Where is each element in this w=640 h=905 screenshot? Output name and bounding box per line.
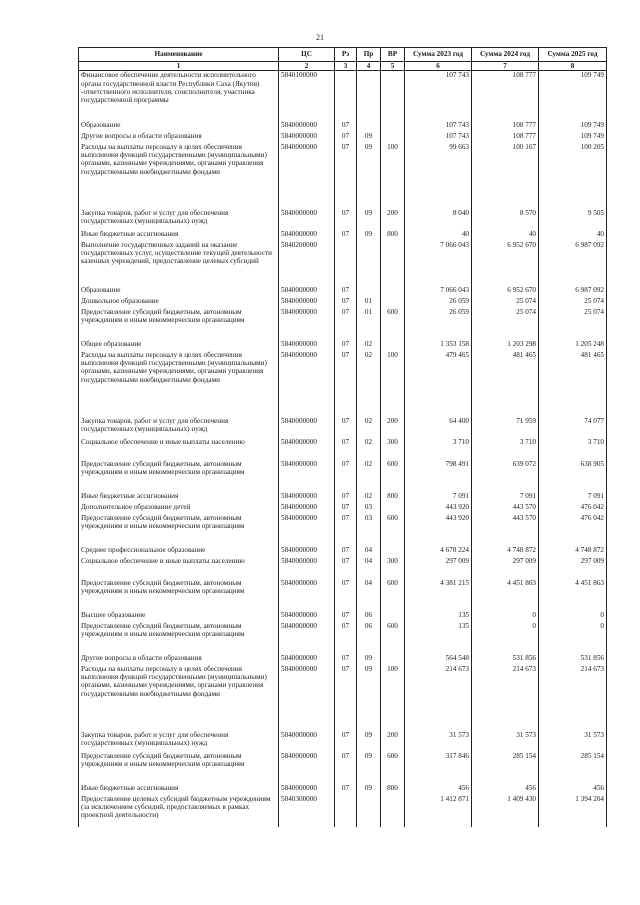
row-sum-2023: 7 066 043: [405, 241, 472, 286]
row-cs-code: 5840000000: [279, 546, 335, 557]
row-vr-code: [381, 611, 405, 622]
column-number: 7: [472, 62, 539, 71]
row-pr-code: 01: [357, 297, 381, 308]
table-row: [79, 514, 607, 546]
row-rz-code: 07: [335, 417, 357, 438]
row-sum-2025: 40: [539, 230, 607, 241]
row-cs-code: 5840300000: [279, 795, 335, 827]
row-cs-code: 5840000000: [279, 132, 335, 143]
row-pr-code: 02: [357, 340, 381, 351]
row-rz-code: 07: [335, 731, 357, 752]
row-pr-code: 09: [357, 752, 381, 784]
row-sum-2024: 31 573: [472, 731, 539, 752]
row-pr-code: 09: [357, 654, 381, 665]
row-name: Другие вопросы в области образования: [79, 654, 279, 665]
column-number: 8: [539, 62, 607, 71]
row-sum-2025: 31 573: [539, 731, 607, 752]
row-sum-2025: 476 042: [539, 503, 607, 514]
row-sum-2024: 71 959: [472, 417, 539, 438]
row-name: Финансовое обеспечение деятельности исполнительного органа государственной власти Республики Саха (Якутия) -ответственного исполнителя, соисполнителя, участника государственной программы: [79, 71, 279, 121]
row-name: Закупка товаров, работ и услуг для обеспечения государственных (муниципальных) нужд: [79, 209, 279, 230]
budget-table: [78, 47, 607, 827]
table-row: [79, 340, 607, 351]
row-sum-2024: 0: [472, 622, 539, 654]
row-sum-2023: 1 412 871: [405, 795, 472, 827]
row-sum-2024: 108 777: [472, 121, 539, 132]
row-name: Социальное обеспечение и иные выплаты населению: [79, 438, 279, 460]
row-sum-2023: 4 678 224: [405, 546, 472, 557]
table-row: [79, 351, 607, 417]
row-sum-2023: 26 059: [405, 308, 472, 340]
row-cs-code: 5840000000: [279, 492, 335, 503]
row-vr-code: 600: [381, 308, 405, 340]
row-cs-code: 5840000000: [279, 665, 335, 731]
row-rz-code: 07: [335, 611, 357, 622]
row-sum-2023: 107 743: [405, 132, 472, 143]
row-name: Среднее профессиональное образование: [79, 546, 279, 557]
row-cs-code: 5840000000: [279, 230, 335, 241]
row-sum-2023: 135: [405, 622, 472, 654]
row-rz-code: 07: [335, 121, 357, 132]
row-sum-2025: 4 748 872: [539, 546, 607, 557]
row-cs-code: 5840000000: [279, 654, 335, 665]
row-rz-code: 07: [335, 143, 357, 209]
row-sum-2023: 26 059: [405, 297, 472, 308]
header-name: Наименование: [79, 48, 279, 62]
row-vr-code: [381, 121, 405, 132]
row-name: Дошкольное образование: [79, 297, 279, 308]
row-name: Закупка товаров, работ и услуг для обеспечения государственных (муниципальных) нужд: [79, 417, 279, 438]
row-rz-code: 07: [335, 340, 357, 351]
row-sum-2024: 108 777: [472, 71, 539, 121]
row-sum-2025: 481 465: [539, 351, 607, 417]
row-rz-code: [335, 241, 357, 286]
row-cs-code: 5840000000: [279, 308, 335, 340]
row-rz-code: 07: [335, 351, 357, 417]
row-sum-2024: 25 074: [472, 297, 539, 308]
row-pr-code: [357, 241, 381, 286]
row-sum-2023: 64 400: [405, 417, 472, 438]
row-vr-code: [381, 654, 405, 665]
row-sum-2025: 109 749: [539, 71, 607, 121]
row-vr-code: 600: [381, 460, 405, 492]
column-number-row: [79, 62, 607, 71]
table-row: [79, 209, 607, 230]
row-sum-2024: 481 465: [472, 351, 539, 417]
row-sum-2025: 456: [539, 784, 607, 795]
row-pr-code: 04: [357, 579, 381, 611]
row-sum-2025: 285 154: [539, 752, 607, 784]
table-row: [79, 286, 607, 297]
row-rz-code: 07: [335, 492, 357, 503]
row-pr-code: 09: [357, 665, 381, 731]
header-sum-2025: Сумма 2025 год: [539, 48, 607, 62]
row-sum-2023: 297 009: [405, 557, 472, 579]
row-cs-code: 5840200000: [279, 241, 335, 286]
table-row: [79, 546, 607, 557]
row-sum-2023: 443 920: [405, 514, 472, 546]
row-vr-code: [381, 286, 405, 297]
table-row: [79, 795, 607, 827]
row-sum-2025: 6 987 092: [539, 241, 607, 286]
page-number: 21: [316, 33, 324, 42]
row-name: Предоставление субсидий бюджетным, автономным учреждениям и иным некоммерческим организациям: [79, 579, 279, 611]
table-row: [79, 752, 607, 784]
row-vr-code: 600: [381, 752, 405, 784]
table-row: [79, 579, 607, 611]
row-cs-code: 5840000000: [279, 417, 335, 438]
row-vr-code: 100: [381, 665, 405, 731]
row-pr-code: 06: [357, 622, 381, 654]
row-sum-2024: 1 409 430: [472, 795, 539, 827]
row-sum-2025: 4 451 863: [539, 579, 607, 611]
row-pr-code: 02: [357, 438, 381, 460]
row-name: Образование: [79, 121, 279, 132]
row-pr-code: 03: [357, 514, 381, 546]
row-vr-code: 300: [381, 557, 405, 579]
row-name: Иные бюджетные ассигнования: [79, 784, 279, 795]
row-rz-code: 07: [335, 784, 357, 795]
row-pr-code: 09: [357, 132, 381, 143]
table-row: [79, 460, 607, 492]
row-sum-2025: 6 987 092: [539, 286, 607, 297]
row-pr-code: 02: [357, 417, 381, 438]
row-sum-2024: 443 570: [472, 514, 539, 546]
row-pr-code: 01: [357, 308, 381, 340]
row-vr-code: [381, 795, 405, 827]
row-sum-2025: 9 505: [539, 209, 607, 230]
row-pr-code: 04: [357, 546, 381, 557]
table-row: [79, 438, 607, 460]
row-rz-code: 07: [335, 654, 357, 665]
column-number: 4: [357, 62, 381, 71]
row-pr-code: [357, 121, 381, 132]
row-sum-2024: 443 570: [472, 503, 539, 514]
row-rz-code: 07: [335, 557, 357, 579]
row-pr-code: 09: [357, 230, 381, 241]
row-name: Социальное обеспечение и иные выплаты населению: [79, 557, 279, 579]
row-cs-code: 5840000000: [279, 784, 335, 795]
row-sum-2025: 0: [539, 622, 607, 654]
row-name: Общее образование: [79, 340, 279, 351]
row-cs-code: 5840000000: [279, 121, 335, 132]
row-rz-code: 07: [335, 286, 357, 297]
row-sum-2024: 7 091: [472, 492, 539, 503]
row-cs-code: 5840000000: [279, 622, 335, 654]
row-pr-code: [357, 286, 381, 297]
row-vr-code: 300: [381, 438, 405, 460]
row-pr-code: 06: [357, 611, 381, 622]
row-rz-code: 07: [335, 622, 357, 654]
row-sum-2024: 8 570: [472, 209, 539, 230]
row-name: Дополнительное образование детей: [79, 503, 279, 514]
row-name: Предоставление субсидий бюджетным, автономным учреждениям и иным некоммерческим организациям: [79, 308, 279, 340]
column-number: 5: [381, 62, 405, 71]
row-sum-2023: 479 465: [405, 351, 472, 417]
row-vr-code: [381, 132, 405, 143]
row-sum-2024: 531 856: [472, 654, 539, 665]
row-cs-code: 5840000000: [279, 286, 335, 297]
row-pr-code: 02: [357, 492, 381, 503]
row-cs-code: 5840000000: [279, 351, 335, 417]
row-sum-2024: 4 748 872: [472, 546, 539, 557]
row-sum-2023: 107 743: [405, 121, 472, 132]
row-sum-2023: 7 091: [405, 492, 472, 503]
row-rz-code: 07: [335, 503, 357, 514]
row-sum-2025: 109 749: [539, 121, 607, 132]
header-row: [79, 48, 607, 62]
row-sum-2023: 4 381 215: [405, 579, 472, 611]
row-name: Расходы на выплаты персоналу в целях обеспечения выполнения функций государственными (муниципальными) органами, казенными учреждениями, органами управления государственными внебюджетными фондами: [79, 143, 279, 209]
row-sum-2023: 456: [405, 784, 472, 795]
row-sum-2025: 1 394 204: [539, 795, 607, 827]
table-row: [79, 731, 607, 752]
row-sum-2025: 214 673: [539, 665, 607, 731]
row-pr-code: 02: [357, 351, 381, 417]
row-sum-2025: 638 905: [539, 460, 607, 492]
row-cs-code: 5840000000: [279, 340, 335, 351]
row-sum-2024: 3 710: [472, 438, 539, 460]
row-sum-2025: 25 074: [539, 308, 607, 340]
row-rz-code: 07: [335, 297, 357, 308]
row-sum-2023: 317 846: [405, 752, 472, 784]
row-name: Выполнение государственных заданий на оказание государственных услуг, осуществление текущей деятельности казенных учреждений, предоставление целевых субсидий: [79, 241, 279, 286]
row-vr-code: 600: [381, 514, 405, 546]
row-name: Предоставление субсидий бюджетным, автономным учреждениям и иным некоммерческим организациям: [79, 460, 279, 492]
row-vr-code: [381, 340, 405, 351]
table-row: [79, 557, 607, 579]
row-sum-2023: 31 573: [405, 731, 472, 752]
row-vr-code: [381, 503, 405, 514]
row-name: Расходы на выплаты персоналу в целях обеспечения выполнения функций государственными (муниципальными) органами, казенными учреждениями, органами управления государственными внебюджетными фондами: [79, 665, 279, 731]
table-row: [79, 230, 607, 241]
row-vr-code: 600: [381, 579, 405, 611]
row-pr-code: [357, 795, 381, 827]
row-name: Предоставление субсидий бюджетным, автономным учреждениям и иным некоммерческим организациям: [79, 752, 279, 784]
row-name: Высшее образование: [79, 611, 279, 622]
row-rz-code: 07: [335, 438, 357, 460]
row-sum-2025: 297 009: [539, 557, 607, 579]
column-number: 2: [279, 62, 335, 71]
header-vr: ВР: [381, 48, 405, 62]
row-rz-code: 07: [335, 209, 357, 230]
row-sum-2025: 476 042: [539, 514, 607, 546]
row-sum-2024: 6 952 670: [472, 286, 539, 297]
table-row: [79, 241, 607, 286]
header-sum-2023: Сумма 2023 год: [405, 48, 472, 62]
row-cs-code: 5840000000: [279, 752, 335, 784]
row-sum-2023: 443 920: [405, 503, 472, 514]
row-sum-2023: 135: [405, 611, 472, 622]
row-name: Образование: [79, 286, 279, 297]
row-sum-2023: 3 710: [405, 438, 472, 460]
row-sum-2024: 0: [472, 611, 539, 622]
row-cs-code: 5840000000: [279, 514, 335, 546]
row-pr-code: 09: [357, 784, 381, 795]
table-row: [79, 622, 607, 654]
table-row: [79, 784, 607, 795]
row-rz-code: 07: [335, 132, 357, 143]
row-sum-2023: 40: [405, 230, 472, 241]
row-sum-2025: 3 710: [539, 438, 607, 460]
row-name: Предоставление субсидий бюджетным, автономным учреждениям и иным некоммерческим организациям: [79, 622, 279, 654]
row-sum-2023: 8 040: [405, 209, 472, 230]
row-sum-2025: 0: [539, 611, 607, 622]
row-vr-code: [381, 546, 405, 557]
row-sum-2025: 1 205 248: [539, 340, 607, 351]
table-row: [79, 611, 607, 622]
row-rz-code: 07: [335, 514, 357, 546]
table-row: [79, 121, 607, 132]
table-row: [79, 71, 607, 121]
column-number: 3: [335, 62, 357, 71]
row-sum-2024: 6 952 670: [472, 241, 539, 286]
row-vr-code: 200: [381, 209, 405, 230]
row-sum-2023: 564 548: [405, 654, 472, 665]
row-cs-code: 5840000000: [279, 731, 335, 752]
row-rz-code: 07: [335, 665, 357, 731]
column-number: 6: [405, 62, 472, 71]
row-sum-2024: 639 072: [472, 460, 539, 492]
row-sum-2024: 4 451 863: [472, 579, 539, 611]
row-cs-code: 5840100000: [279, 71, 335, 121]
table-row: [79, 654, 607, 665]
row-rz-code: 07: [335, 460, 357, 492]
table-row: [79, 503, 607, 514]
row-vr-code: [381, 297, 405, 308]
row-sum-2024: 214 673: [472, 665, 539, 731]
row-sum-2024: 456: [472, 784, 539, 795]
row-name: Закупка товаров, работ и услуг для обеспечения государственных (муниципальных) нужд: [79, 731, 279, 752]
row-pr-code: 02: [357, 460, 381, 492]
header-pr: Пр: [357, 48, 381, 62]
row-vr-code: 100: [381, 351, 405, 417]
row-pr-code: 09: [357, 209, 381, 230]
row-name: Другие вопросы в области образования: [79, 132, 279, 143]
row-vr-code: 800: [381, 492, 405, 503]
row-cs-code: 5840000000: [279, 460, 335, 492]
row-vr-code: [381, 71, 405, 121]
row-sum-2024: 25 074: [472, 308, 539, 340]
row-pr-code: [357, 71, 381, 121]
header-cs: ЦС: [279, 48, 335, 62]
table-row: [79, 308, 607, 340]
row-cs-code: 5840000000: [279, 611, 335, 622]
row-sum-2025: 25 074: [539, 297, 607, 308]
row-rz-code: 07: [335, 579, 357, 611]
row-sum-2025: 109 749: [539, 132, 607, 143]
row-pr-code: 04: [357, 557, 381, 579]
row-sum-2023: 1 353 158: [405, 340, 472, 351]
row-vr-code: 200: [381, 731, 405, 752]
table-row: [79, 143, 607, 209]
row-cs-code: 5840000000: [279, 579, 335, 611]
table-body: [79, 71, 607, 827]
row-sum-2025: 7 091: [539, 492, 607, 503]
row-cs-code: 5840000000: [279, 143, 335, 209]
row-vr-code: [381, 241, 405, 286]
row-sum-2025: 100 205: [539, 143, 607, 209]
row-pr-code: 03: [357, 503, 381, 514]
table-row: [79, 492, 607, 503]
row-sum-2023: 798 491: [405, 460, 472, 492]
row-cs-code: 5840000000: [279, 209, 335, 230]
row-name: Предоставление целевых субсидий бюджетным учреждениям (за исключением субсидий, предоставляемых в рамках проектной деятельности): [79, 795, 279, 827]
table-row: [79, 132, 607, 143]
row-sum-2023: 7 066 043: [405, 286, 472, 297]
row-pr-code: 09: [357, 731, 381, 752]
row-rz-code: 07: [335, 230, 357, 241]
row-sum-2024: 108 777: [472, 132, 539, 143]
row-rz-code: 07: [335, 546, 357, 557]
row-vr-code: 100: [381, 143, 405, 209]
row-name: Иные бюджетные ассигнования: [79, 230, 279, 241]
row-rz-code: [335, 71, 357, 121]
row-sum-2024: 100 167: [472, 143, 539, 209]
row-name: Иные бюджетные ассигнования: [79, 492, 279, 503]
row-sum-2023: 99 663: [405, 143, 472, 209]
row-pr-code: 09: [357, 143, 381, 209]
row-name: Предоставление субсидий бюджетным, автономным учреждениям и иным некоммерческим организациям: [79, 514, 279, 546]
row-rz-code: 07: [335, 308, 357, 340]
header-rz: Рз: [335, 48, 357, 62]
row-vr-code: 800: [381, 230, 405, 241]
row-sum-2025: 74 077: [539, 417, 607, 438]
row-sum-2023: 214 673: [405, 665, 472, 731]
row-cs-code: 5840000000: [279, 438, 335, 460]
row-rz-code: 07: [335, 752, 357, 784]
row-sum-2024: 285 154: [472, 752, 539, 784]
table-row: [79, 297, 607, 308]
table-row: [79, 665, 607, 731]
row-vr-code: 600: [381, 622, 405, 654]
header-sum-2024: Сумма 2024 год: [472, 48, 539, 62]
row-cs-code: 5840000000: [279, 503, 335, 514]
row-rz-code: [335, 795, 357, 827]
row-cs-code: 5840000000: [279, 557, 335, 579]
row-sum-2024: 297 009: [472, 557, 539, 579]
row-vr-code: 200: [381, 417, 405, 438]
row-cs-code: 5840000000: [279, 297, 335, 308]
row-name: Расходы на выплаты персоналу в целях обеспечения выполнения функций государственными (муниципальными) органами, казенными учреждениями, органами управления государственными внебюджетными фондами: [79, 351, 279, 417]
row-sum-2023: 107 743: [405, 71, 472, 121]
row-sum-2024: 40: [472, 230, 539, 241]
row-sum-2025: 531 856: [539, 654, 607, 665]
row-sum-2024: 1 203 298: [472, 340, 539, 351]
table-row: [79, 417, 607, 438]
column-number: 1: [79, 62, 279, 71]
row-vr-code: 800: [381, 784, 405, 795]
